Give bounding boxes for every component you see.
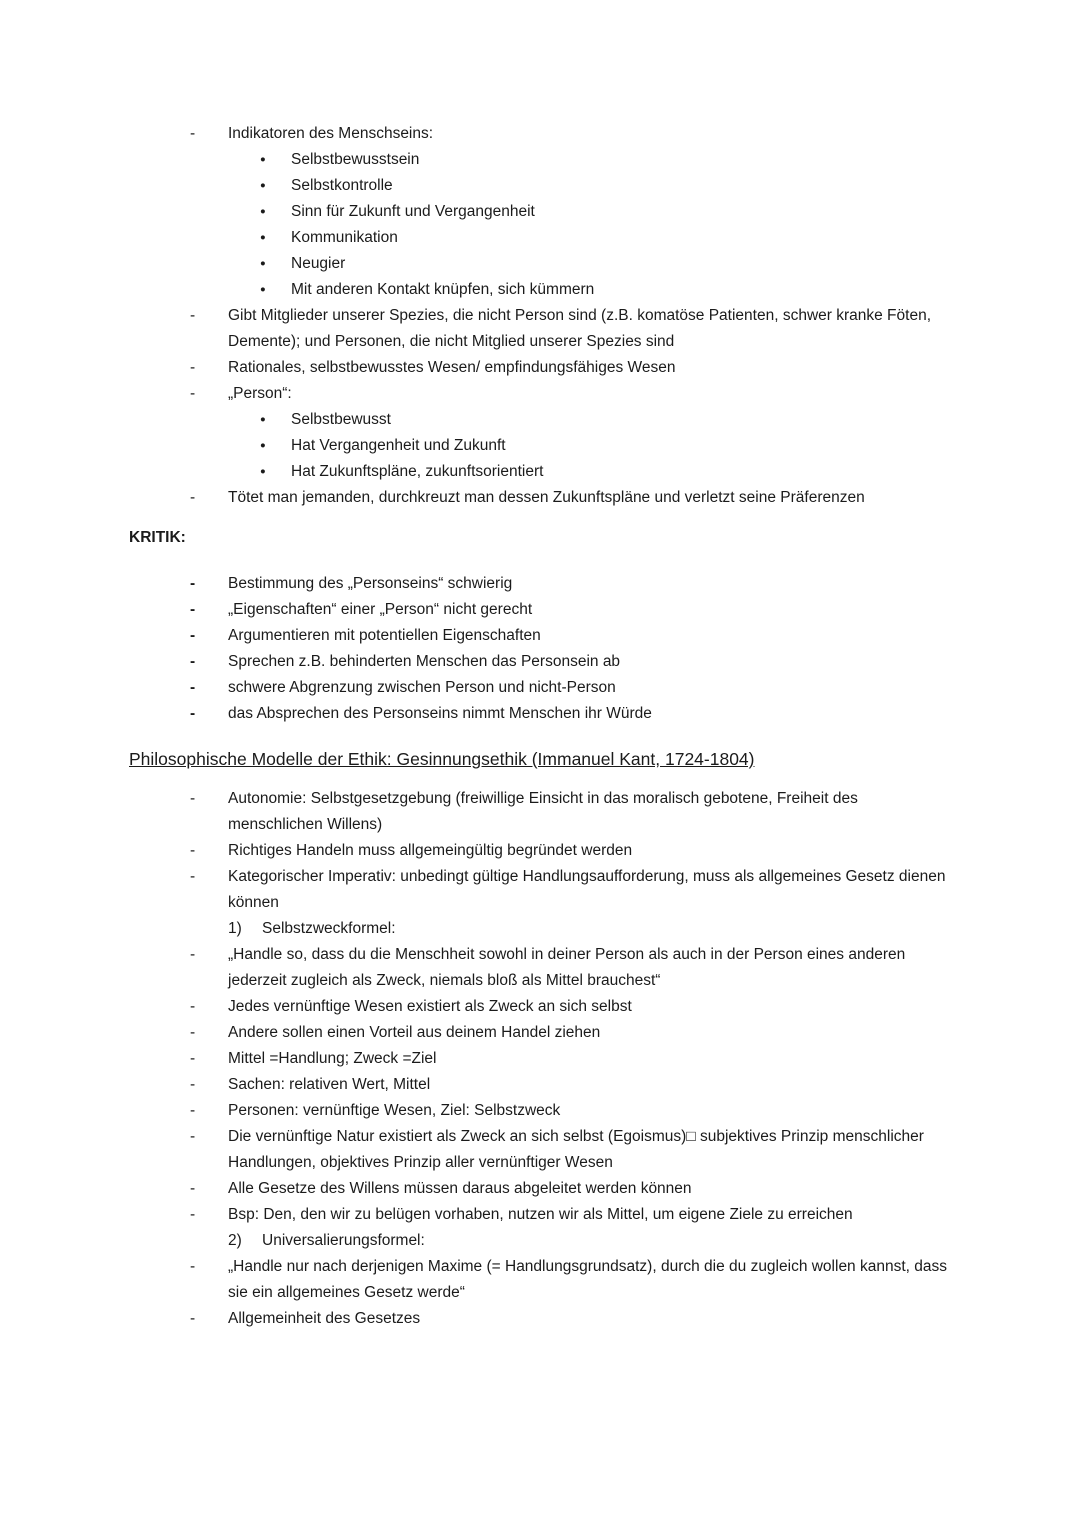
dash-marker: - (190, 601, 196, 618)
list-item (129, 1072, 950, 1098)
list-item (129, 838, 950, 864)
list-item-text: Mit anderen Kontakt knüpfen, sich kümmern (291, 281, 595, 298)
list-item (129, 1176, 950, 1202)
sub-list-item (129, 277, 950, 303)
dash-marker: - (190, 1024, 196, 1041)
dash-marker: - (190, 868, 196, 885)
list-item-text: Hat Zukunftspläne, zukunftsorientiert (291, 463, 544, 480)
number-marker: 1) (228, 920, 242, 937)
dash-marker: - (190, 307, 196, 324)
list-item (129, 701, 950, 727)
list-item (129, 485, 950, 511)
list-item (129, 942, 950, 994)
list-item-text: Selbstbewusst (291, 411, 391, 428)
list-item-text: Bestimmung des „Personseins“ schwierig (228, 575, 513, 592)
list-item (129, 864, 950, 916)
list-item-text: Tötet man jemanden, durchkreuzt man dessen Zukunftspläne und verletzt seine Präferenzen (228, 489, 865, 506)
dash-marker: - (190, 679, 196, 696)
list-item-text: Hat Vergangenheit und Zukunft (291, 437, 506, 454)
list-item (129, 623, 950, 649)
list-item-text: Autonomie: Selbstgesetzgebung (freiwillige Einsicht in das moralisch gebotene, Freiheit des menschlichen Willens) (228, 790, 858, 833)
dash-marker: - (190, 489, 196, 506)
sub-list-item (129, 173, 950, 199)
dash-marker: - (190, 627, 196, 644)
list-item (129, 355, 950, 381)
bullet-marker: ● (260, 258, 266, 269)
list-item (129, 1254, 950, 1306)
list-item (129, 1020, 950, 1046)
dash-marker: - (190, 946, 196, 963)
list-item-text: Gibt Mitglieder unserer Spezies, die nicht Person sind (z.B. komatöse Patienten, schwer kranke Föten, Demente); und Personen, die nicht Mitglied unserer Spezies sind (228, 307, 932, 350)
dash-marker: - (190, 998, 196, 1015)
list-item-text: Universalierungsformel: (262, 1232, 425, 1249)
list-item-text: Selbstzweckformel: (262, 920, 396, 937)
list-item-text: „Eigenschaften“ einer „Person“ nicht gerecht (228, 601, 533, 618)
dash-marker: - (190, 385, 196, 402)
sub-list-item (129, 459, 950, 485)
list-item-text: Richtiges Handeln muss allgemeingültig begründet werden (228, 842, 633, 859)
sub-list-item (129, 225, 950, 251)
list-item-text: Sprechen z.B. behinderten Menschen das Personsein ab (228, 653, 621, 670)
list-item (129, 786, 950, 838)
dash-marker: - (190, 790, 196, 807)
dash-marker: - (190, 1076, 196, 1093)
dash-marker: - (190, 1206, 196, 1223)
sub-list-item (129, 433, 950, 459)
list-item (129, 649, 950, 675)
list-item (129, 571, 950, 597)
list-item-text: Sinn für Zukunft und Vergangenheit (291, 203, 535, 220)
bullet-marker: ● (260, 466, 266, 477)
list-item-text: Andere sollen einen Vorteil aus deinem Handel ziehen (228, 1024, 601, 1041)
list-item-text: „Person“: (228, 385, 292, 402)
list-item-text: Jedes vernünftige Wesen existiert als Zweck an sich selbst (228, 998, 632, 1015)
list-item-text: Neugier (291, 255, 346, 272)
list-item (129, 675, 950, 701)
dash-marker: - (190, 653, 196, 670)
list-item (129, 1306, 950, 1332)
list-item-text: Allgemeinheit des Gesetzes (228, 1310, 421, 1327)
list-item-text: Mittel =Handlung; Zweck =Ziel (228, 1050, 437, 1067)
bullet-marker: ● (260, 414, 266, 425)
list-item-text: das Absprechen des Personseins nimmt Menschen ihr Würde (228, 705, 652, 722)
list-item (129, 994, 950, 1020)
bullet-marker: ● (260, 284, 266, 295)
dash-marker: - (190, 1258, 196, 1275)
list-item-text: Selbstkontrolle (291, 177, 393, 194)
list-item-text: Kategorischer Imperativ: unbedingt gültige Handlungsaufforderung, muss als allgemeines Gesetz dienen können (228, 868, 946, 911)
sub-list-item (129, 407, 950, 433)
list-item (129, 1098, 950, 1124)
list-item (129, 121, 950, 147)
list-item (129, 1202, 950, 1228)
list-item-text: Bsp: Den, den wir zu belügen vorhaben, nutzen wir als Mittel, um eigene Ziele zu erreichen (228, 1206, 853, 1223)
list-item (129, 303, 950, 355)
dash-marker: - (190, 1180, 196, 1197)
dash-marker: - (190, 359, 196, 376)
dash-marker: - (190, 1102, 196, 1119)
list-item-text: Die vernünftige Natur existiert als Zweck an sich selbst (Egoismus)□ subjektives Prinzip menschlicher Handlungen, objektives Prinzip aller vernünftiger Wesen (228, 1128, 924, 1171)
sub-list-item (129, 199, 950, 225)
dash-marker: - (190, 1050, 196, 1067)
bullet-marker: ● (260, 154, 266, 165)
list-item-text: Alle Gesetze des Willens müssen daraus abgeleitet werden können (228, 1180, 692, 1197)
bullet-marker: ● (260, 232, 266, 243)
bullet-marker: ● (260, 180, 266, 191)
list-item-text: „Handle so, dass du die Menschheit sowohl in deiner Person als auch in der Person eines anderen jederzeit zugleich als Zweck, niemals bloß als Mittel brauchest“ (228, 946, 906, 989)
list-item-text: Rationales, selbstbewusstes Wesen/ empfindungsfähiges Wesen (228, 359, 676, 376)
list-item-text: Personen: vernünftige Wesen, Ziel: Selbstzweck (228, 1102, 561, 1119)
sub-list-item (129, 147, 950, 173)
list-item-text: schwere Abgrenzung zwischen Person und nicht-Person (228, 679, 616, 696)
list-item-text: Indikatoren des Menschseins: (228, 125, 434, 142)
section-heading: KRITIK: (129, 529, 186, 546)
list-item (129, 381, 950, 407)
list-item-text: Kommunikation (291, 229, 398, 246)
list-item-text: Argumentieren mit potentiellen Eigenschaften (228, 627, 541, 644)
section-title: Philosophische Modelle der Ethik: Gesinnungsethik (Immanuel Kant, 1724-1804) (129, 749, 755, 769)
numbered-item (129, 916, 950, 942)
dash-marker: - (190, 842, 196, 859)
list-item (129, 1124, 950, 1176)
list-item-text: Selbstbewusstsein (291, 151, 420, 168)
numbered-item (129, 1228, 950, 1254)
list-item-text: Sachen: relativen Wert, Mittel (228, 1076, 431, 1093)
number-marker: 2) (228, 1232, 242, 1249)
bullet-marker: ● (260, 206, 266, 217)
list-item (129, 1046, 950, 1072)
list-item (129, 597, 950, 623)
sub-list-item (129, 251, 950, 277)
dash-marker: - (190, 1128, 196, 1145)
dash-marker: - (190, 125, 196, 142)
bullet-marker: ● (260, 440, 266, 451)
list-item-text: „Handle nur nach derjenigen Maxime (= Handlungsgrundsatz), durch die du zugleich wollen kannst, dass sie ein allgemeines Gesetz werde“ (228, 1258, 948, 1301)
dash-marker: - (190, 575, 196, 592)
dash-marker: - (190, 1310, 196, 1327)
dash-marker: - (190, 705, 196, 722)
